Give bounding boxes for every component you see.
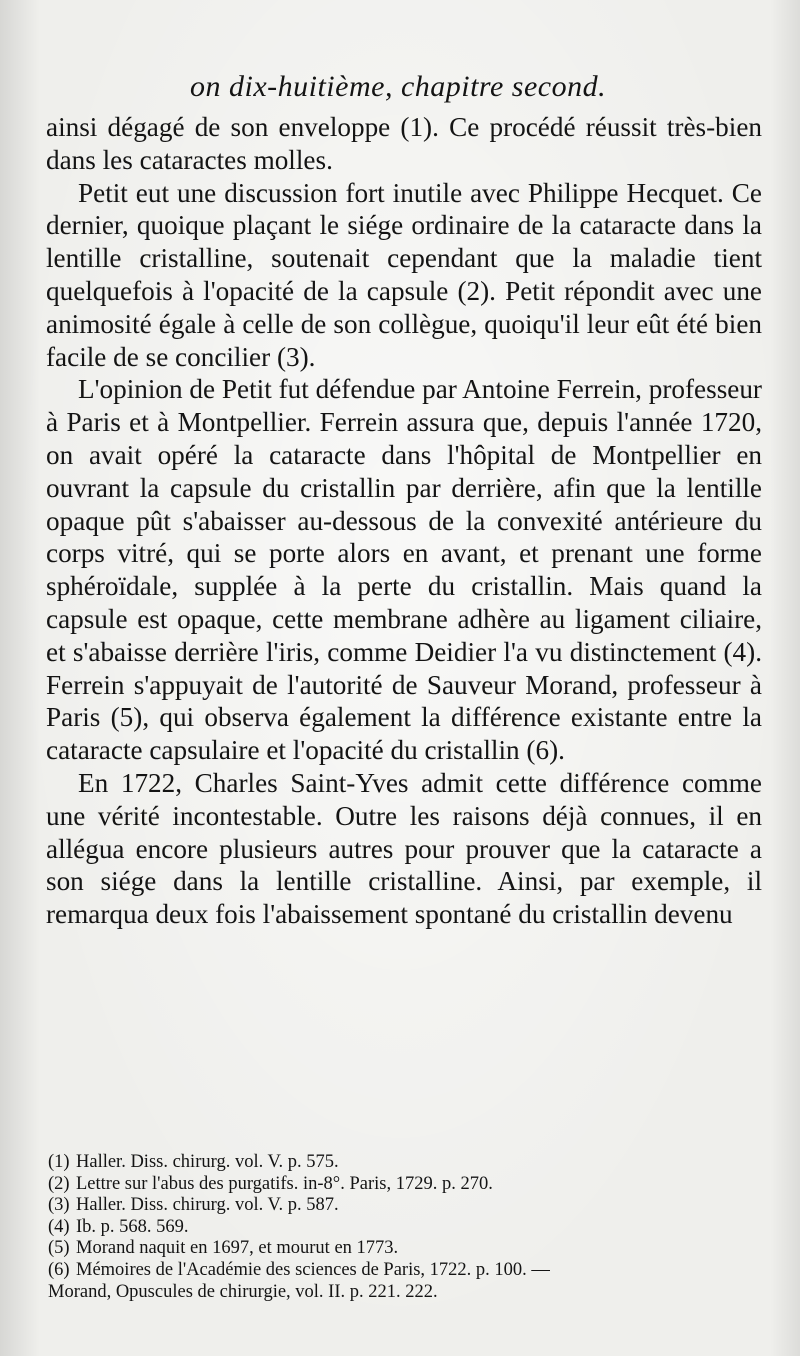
body-text xyxy=(46,111,762,931)
footnote xyxy=(48,1260,768,1282)
footnote-continuation: Morand, Opuscules de chirurgie, vol. II. p. 221. 222. xyxy=(48,1281,438,1302)
footnote xyxy=(48,1195,768,1217)
footnote-text: Haller. Diss. chirurg. vol. V. p. 587. xyxy=(76,1195,339,1216)
footnote xyxy=(48,1238,768,1260)
running-head: on dix-huitième, chapitre second. xyxy=(190,70,607,103)
footnote-number: (3) xyxy=(48,1195,70,1216)
footnote-text: Morand naquit en 1697, et mourut en 1773. xyxy=(76,1238,399,1259)
footnote xyxy=(48,1217,768,1239)
footnote-text: Haller. Diss. chirurg. vol. V. p. 575. xyxy=(76,1152,339,1172)
footnote xyxy=(48,1152,768,1174)
paragraph: L'opinion de Petit fut défendue par Antoine Ferrein, professeur à Paris et à Montpellier. Ferrein assura que, depuis l'année 1720, on avait opéré la cataracte dans l'hôpital de Montpellier en ouvrant la capsule du cristallin par derrière, afin que la lentille opaque pût s'abaisser au-dessous de la convexité antérieure du corps vitré, qui se porte alors en avant, et prenant une forme sphéroïdale, supplée à la perte du cristallin. Mais quand la capsule est opaque, cette membrane adhère au ligament ciliaire, et s'abaisse derrière l'iris, comme Deidier l'a vu distinctement (4). Ferrein s'appuyait de l'autorité de Sauveur Morand, professeur à Paris (5), qui observa également la différence existante entre la cataracte capsulaire et l'opacité du cristallin (6). xyxy=(46,374,762,766)
footnote-text: Lettre sur l'abus des purgatifs. in-8°. Paris, 1729. p. 270. xyxy=(76,1173,493,1194)
footnote-text: Mémoires de l'Académie des sciences de Paris, 1722. p. 100. — xyxy=(76,1259,550,1280)
paragraph: ainsi dégagé de son enveloppe (1). Ce procédé réussit très-bien dans les cataractes molles. xyxy=(46,112,762,175)
footnote-number: (1) xyxy=(48,1152,70,1172)
page-gutter-shadow xyxy=(0,0,40,1356)
footnote-number: (4) xyxy=(48,1216,70,1237)
footnote-number: (2) xyxy=(48,1173,70,1194)
paragraph: En 1722, Charles Saint-Yves admit cette différence comme une vérité incontestable. Outre les raisons déjà connues, il en allégua encore plusieurs autres pour prouver que la cataracte a son siége dans la lentille cristalline. Ainsi, par exemple, il remarqua deux fois l'abaissement spontané du cristallin devenu xyxy=(46,767,762,930)
footnote-number: (5) xyxy=(48,1238,70,1259)
footnotes xyxy=(48,1152,768,1303)
footnote xyxy=(48,1174,768,1196)
footnote-text: Ib. p. 568. 569. xyxy=(76,1216,189,1237)
footnote-number: (6) xyxy=(48,1259,70,1280)
page-edge-shadow xyxy=(770,0,800,1356)
paragraph: Petit eut une discussion fort inutile avec Philippe Hecquet. Ce dernier, quoique plaçant le siége ordinaire de la cataracte dans la lentille cristalline, soutenait cependant que la maladie tient quelquefois à l'opacité de la capsule (2). Petit répondit avec une animosité égale à celle de son collègue, quoiqu'il leur eût été bien facile de se concilier (3). xyxy=(46,177,762,372)
